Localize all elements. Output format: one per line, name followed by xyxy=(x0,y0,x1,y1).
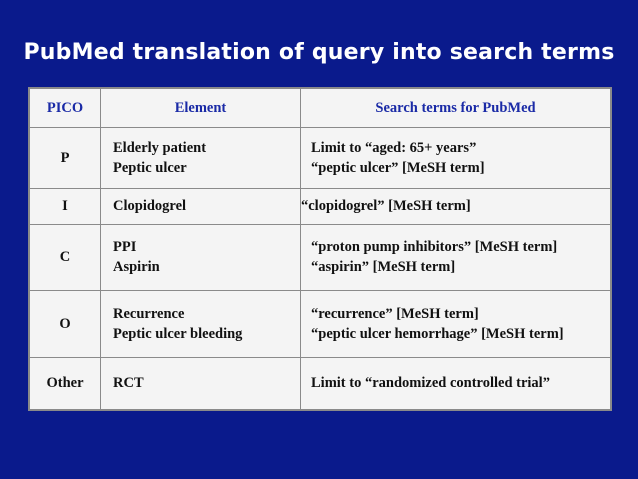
search-terms-cell xyxy=(301,291,611,358)
pico-cell: C xyxy=(30,224,101,291)
search-term-line: “clopidogrel” [MeSH term] xyxy=(301,198,471,215)
search-term-line: Limit to “aged: 65+ years” xyxy=(311,140,477,157)
search-terms-cell xyxy=(301,357,611,409)
element-line: Clopidogrel xyxy=(113,198,187,215)
element-cell xyxy=(101,291,301,358)
search-terms-cell xyxy=(301,128,611,189)
element-line: Peptic ulcer bleeding xyxy=(113,325,243,342)
element-line: RCT xyxy=(113,375,144,392)
table-row xyxy=(30,224,611,291)
pico-cell: I xyxy=(30,189,101,225)
table-row xyxy=(30,357,611,409)
table-row xyxy=(30,189,611,225)
element-line: Peptic ulcer xyxy=(113,160,187,177)
search-term-line: “peptic ulcer hemorrhage” [MeSH term] xyxy=(311,325,564,342)
element-cell xyxy=(101,357,301,409)
pico-cell: Other xyxy=(30,357,101,409)
search-term-line: “proton pump inhibitors” [MeSH term] xyxy=(311,239,558,256)
table-row xyxy=(30,128,611,189)
slide-title: PubMed translation of query into search terms xyxy=(23,40,615,65)
pico-cell: P xyxy=(30,128,101,189)
search-term-line: “aspirin” [MeSH term] xyxy=(311,259,456,276)
header-element: Element xyxy=(101,89,301,128)
search-term-line: Limit to “randomized controlled trial” xyxy=(311,375,550,392)
header-pico: PICO xyxy=(30,89,101,128)
search-terms-cell xyxy=(301,224,611,291)
table-row xyxy=(30,291,611,358)
element-cell xyxy=(101,128,301,189)
pico-table-container xyxy=(28,87,612,411)
element-cell xyxy=(101,189,301,225)
table-header-row xyxy=(30,89,611,128)
element-line: Elderly patient xyxy=(113,140,207,157)
element-line: Aspirin xyxy=(113,259,160,276)
element-line: PPI xyxy=(113,239,137,256)
search-term-line: “recurrence” [MeSH term] xyxy=(311,305,479,322)
search-term-line: “peptic ulcer” [MeSH term] xyxy=(311,160,485,177)
header-search-terms: Search terms for PubMed xyxy=(301,89,611,128)
search-terms-cell xyxy=(301,189,611,225)
pico-table xyxy=(29,88,611,410)
pico-cell: O xyxy=(30,291,101,358)
element-cell xyxy=(101,224,301,291)
element-line: Recurrence xyxy=(113,305,185,322)
